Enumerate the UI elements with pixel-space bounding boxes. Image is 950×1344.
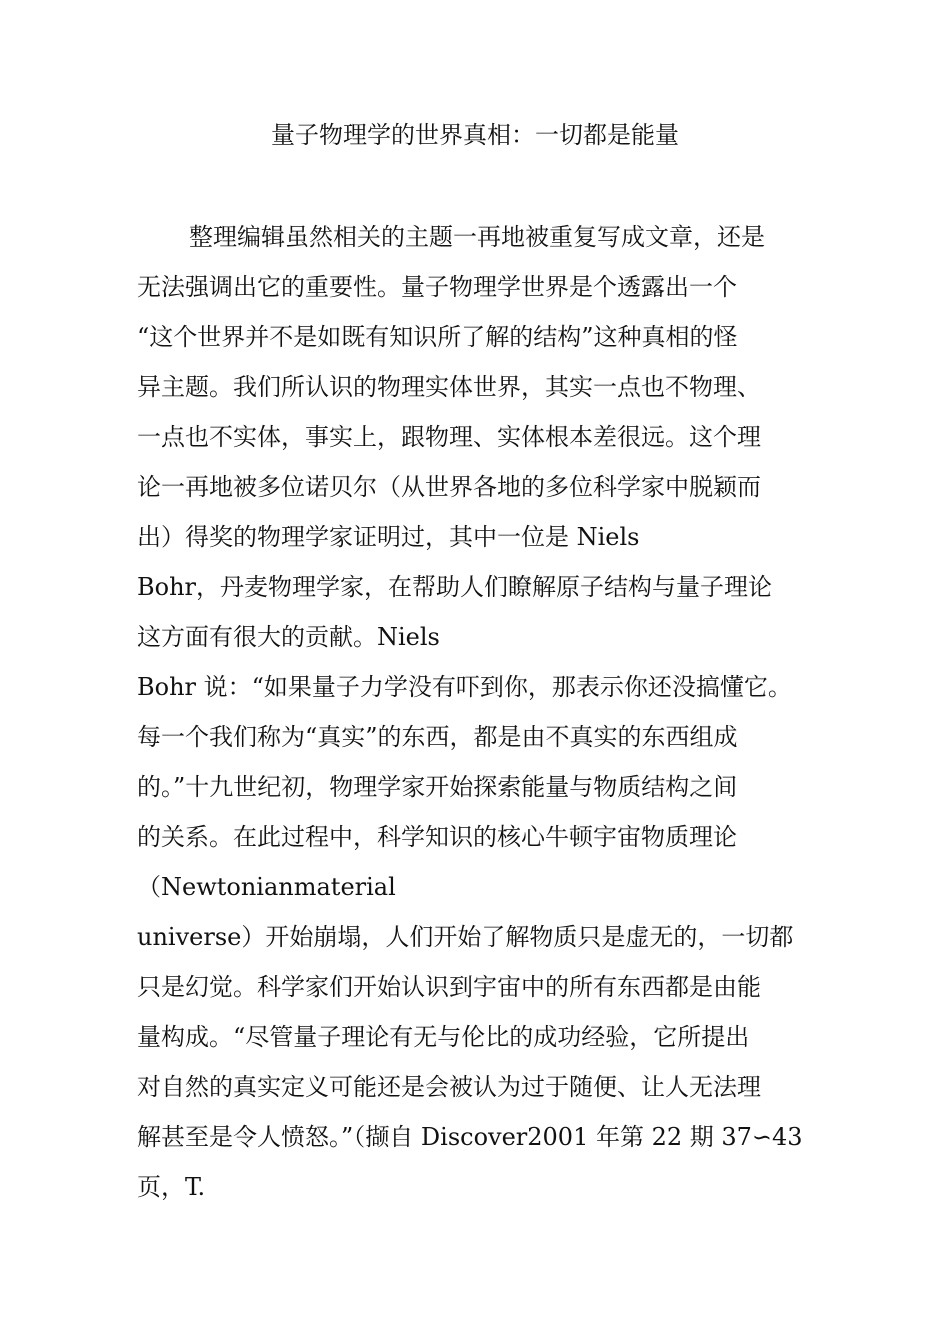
paragraph-line: “这个世界并不是如既有知识所了解的结构”这种真相的怪 [137, 323, 738, 351]
paragraph-line: 无法强调出它的重要性。量子物理学世界是个透露出一个 [137, 273, 737, 301]
paragraph-line: 只是幻觉。科学家们开始认识到宇宙中的所有东西都是由能 [137, 973, 761, 1001]
paragraph-line: 整理编辑虽然相关的主题一再地被重复写成文章，还是 [189, 223, 765, 251]
paragraph-line: 解甚至是令人愤怒。”（撷自 Discover2001 年第 22 期 37∽43 [137, 1123, 803, 1151]
paragraph-line: 出）得奖的物理学家证明过，其中一位是 Niels [137, 523, 640, 551]
paragraph-line: Bohr 说：“如果量子力学没有吓到你，那表示你还没搞懂它。 [137, 673, 792, 701]
paragraph-line: 异主题。我们所认识的物理实体世界，其实一点也不物理、 [137, 373, 761, 401]
paragraph-line: universe）开始崩塌，人们开始了解物质只是虚无的，一切都 [137, 923, 794, 951]
paragraph-line: （Newtonianmaterial [137, 873, 396, 901]
paragraph-line: Bohr，丹麦物理学家，在帮助人们瞭解原子结构与量子理论 [137, 573, 773, 601]
paragraph-line: 每一个我们称为“真实”的东西，都是由不真实的东西组成 [137, 723, 738, 751]
paragraph-line: 的。”十九世纪初，物理学家开始探索能量与物质结构之间 [137, 773, 738, 801]
paragraph-line: 页，T. [137, 1173, 206, 1201]
paragraph-line: 的关系。在此过程中，科学知识的核心牛顿宇宙物质理论 [137, 823, 737, 851]
document-title: 量子物理学的世界真相：一切都是能量 [271, 121, 679, 149]
document-body [137, 219, 827, 1219]
paragraph-line: 量构成。“尽管量子理论有无与伦比的成功经验，它所提出 [137, 1023, 750, 1051]
paragraph-line: 论一再地被多位诺贝尔（从世界各地的多位科学家中脱颖而 [137, 473, 761, 501]
paragraph-line: 这方面有很大的贡献。Niels [137, 623, 440, 651]
paragraph-line: 一点也不实体，事实上，跟物理、实体根本差很远。这个理 [137, 423, 761, 451]
paragraph-line: 对自然的真实定义可能还是会被认为过于随便、让人无法理 [137, 1073, 761, 1101]
